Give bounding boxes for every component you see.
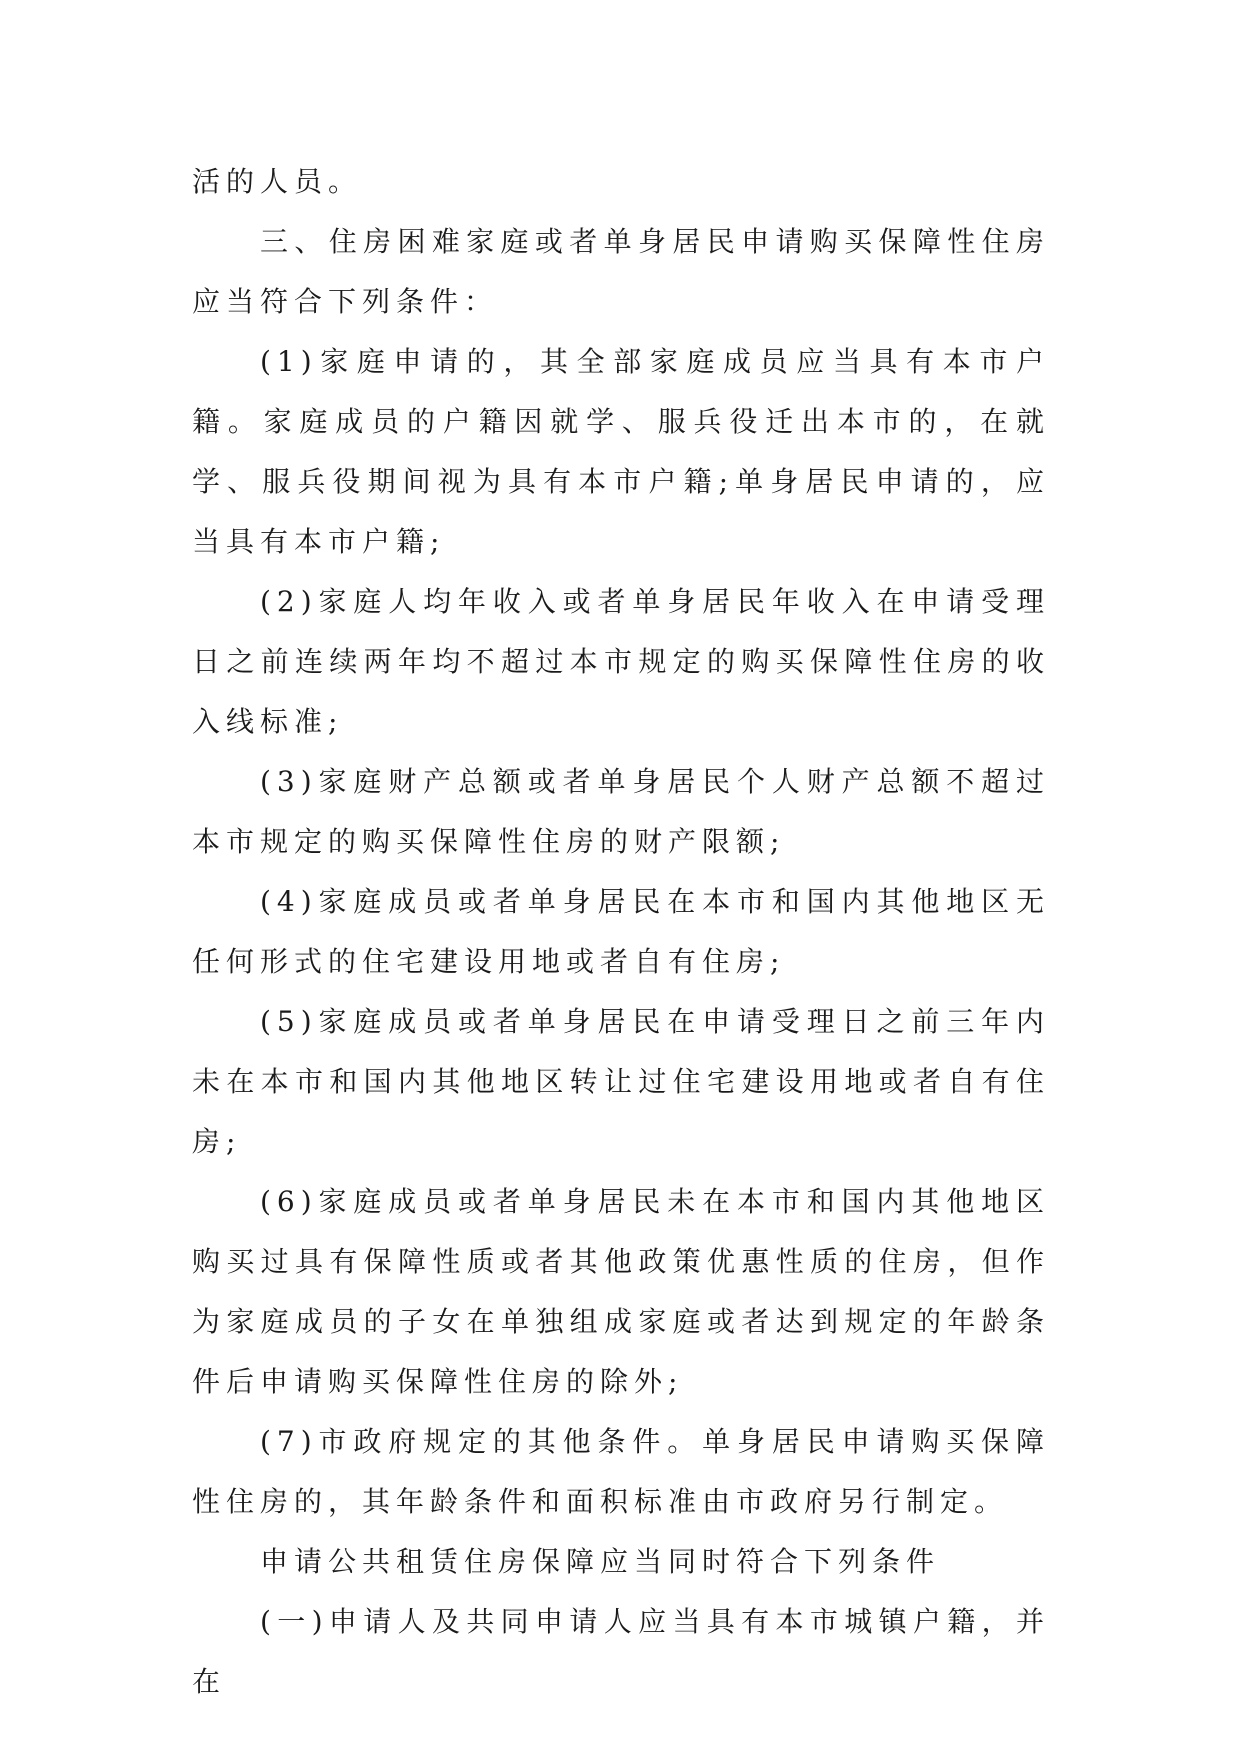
- paragraph-condition-4: (4)家庭成员或者单身居民在本市和国内其他地区无任何形式的住宅建设用地或者自有住房;: [192, 885, 1050, 978]
- paragraph-public-rental-heading: 申请公共租赁住房保障应当同时符合下列条件: [260, 1545, 941, 1578]
- paragraph-condition-3: (3)家庭财产总额或者单身居民个人财产总额不超过本市规定的购买保障性住房的财产限额;: [192, 765, 1050, 858]
- paragraph-section-three: 三、住房困难家庭或者单身居民申请购买保障性住房应当符合下列条件：: [192, 225, 1050, 318]
- paragraph-continuation: 活的人员。: [192, 165, 363, 198]
- paragraph-condition-6: (6)家庭成员或者单身居民未在本市和国内其他地区购买过具有保障性质或者其他政策优惠性质的住房，但作为家庭成员的子女在单独组成家庭或者达到规定的年龄条件后申请购买保障性住房的除外;: [192, 1185, 1050, 1398]
- paragraph-condition-7: (7)市政府规定的其他条件。单身居民申请购买保障性住房的，其年龄条件和面积标准由市政府另行制定。: [192, 1425, 1050, 1518]
- paragraph-condition-5: (5)家庭成员或者单身居民在申请受理日之前三年内未在本市和国内其他地区转让过住宅建设用地或者自有住房;: [192, 1005, 1050, 1158]
- paragraph-public-rental-item-1: (一)申请人及共同申请人应当具有本市城镇户籍，并在: [192, 1605, 1050, 1698]
- document-body: [192, 152, 1050, 1712]
- paragraph-condition-1: (1)家庭申请的，其全部家庭成员应当具有本市户籍。家庭成员的户籍因就学、服兵役迁出本市的，在就学、服兵役期间视为具有本市户籍;单身居民申请的，应当具有本市户籍;: [192, 345, 1050, 558]
- paragraph-condition-2: (2)家庭人均年收入或者单身居民年收入在申请受理日之前连续两年均不超过本市规定的购买保障性住房的收入线标准;: [192, 585, 1050, 738]
